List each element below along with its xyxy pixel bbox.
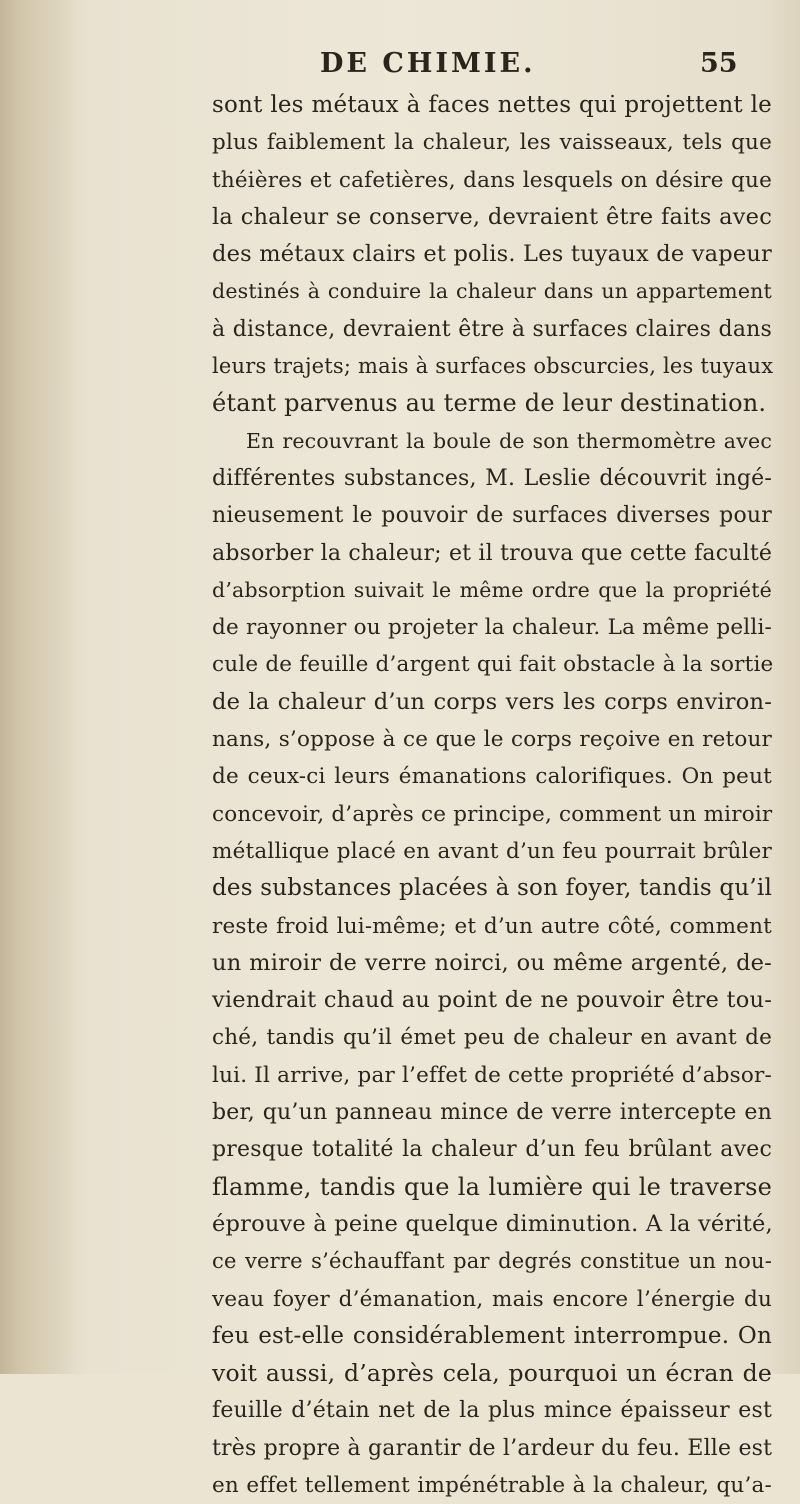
paragraph-end-line: étant parvenus au terme de leur destination. [212,389,767,418]
text-line: métallique placé en avant d’un feu pourrait brûler [212,838,772,864]
text-line: absorber la chaleur; et il trouva que cette faculté [212,540,773,566]
text-line: ché, tandis qu’il émet peu de chaleur en avant de [212,1025,772,1051]
paragraph-start-line: En recouvrant la boule de son thermomètre avec [246,428,772,453]
text-line: leurs trajets; mais à surfaces obscurcies, les tuyaux [212,354,774,379]
text-line: à distance, devraient être à surfaces claires dans [212,316,772,342]
text-line: viendrait chaud au point de ne pouvoir être tou- [212,987,772,1014]
text-line: très propre à garantir de l’ardeur du feu. Elle est [212,1435,773,1461]
body-text [212,87,772,1504]
text-line: de la chaleur d’un corps vers les corps environ- [212,688,772,715]
page-header [0,48,800,88]
page-number: 55 [700,48,738,79]
text-line: cule de feuille d’argent qui fait obstacle à la sortie [212,652,774,678]
page-gutter-shadow [0,0,80,1374]
text-line: voit aussi, d’après cela, pourquoi un écran de [212,1359,772,1388]
text-line: concevoir, d’après ce principe, comment un miroir [212,801,773,827]
text-line: nans, s’oppose à ce que le corps reçoive en retour [212,727,772,753]
text-line: en effet tellement impénétrable à la chaleur, qu’a- [212,1472,772,1498]
text-line: théières et cafetières, dans lesquels on désire que [212,167,772,193]
text-line: éprouve à peine quelque diminution. A la vérité, [212,1210,773,1237]
text-line: presque totalité la chaleur d’un feu brûlant avec [212,1137,772,1163]
text-line: nieusement le pouvoir de surfaces diverses pour [212,503,772,529]
text-line: des métaux clairs et polis. Les tuyaux de vapeur [212,241,772,268]
text-line: plus faiblement la chaleur, les vaisseaux, tels que [212,130,772,156]
text-line: feuille d’étain net de la plus mince épaisseur est [212,1398,772,1424]
text-line: reste froid lui-même; et d’un autre côté, comment [212,913,772,939]
text-line: la chaleur se conserve, devraient être faits avec [212,203,772,230]
text-line: un miroir de verre noirci, ou même argenté, de- [212,949,772,976]
text-line: des substances placées à son foyer, tandis qu’il [212,875,772,902]
running-title: DE CHIMIE. [320,48,536,79]
text-line: veau foyer d’émanation, mais encore l’énergie du [212,1286,772,1312]
text-line: sont les métaux à faces nettes qui projettent le [212,92,772,118]
text-line: destinés à conduire la chaleur dans un appartement [212,279,772,304]
text-line: feu est-elle considérablement interrompue. On [212,1322,772,1349]
text-line: de rayonner ou projeter la chaleur. La même pelli- [212,615,772,641]
text-line: ce verre s’échauffant par degrés constitue un nou- [212,1249,772,1274]
text-line: lui. Il arrive, par l’effet de cette propriété d’absor- [212,1062,772,1088]
text-line: de ceux-ci leurs émanations calorifiques. On peut [212,764,772,790]
text-line: ber, qu’un panneau mince de verre intercepte en [212,1100,772,1126]
text-line: différentes substances, M. Leslie découvrit ingé- [212,465,772,491]
text-line: d’absorption suivait le même ordre que la propriété [212,577,772,602]
text-line: flamme, tandis que la lumière qui le traverse [212,1172,772,1201]
